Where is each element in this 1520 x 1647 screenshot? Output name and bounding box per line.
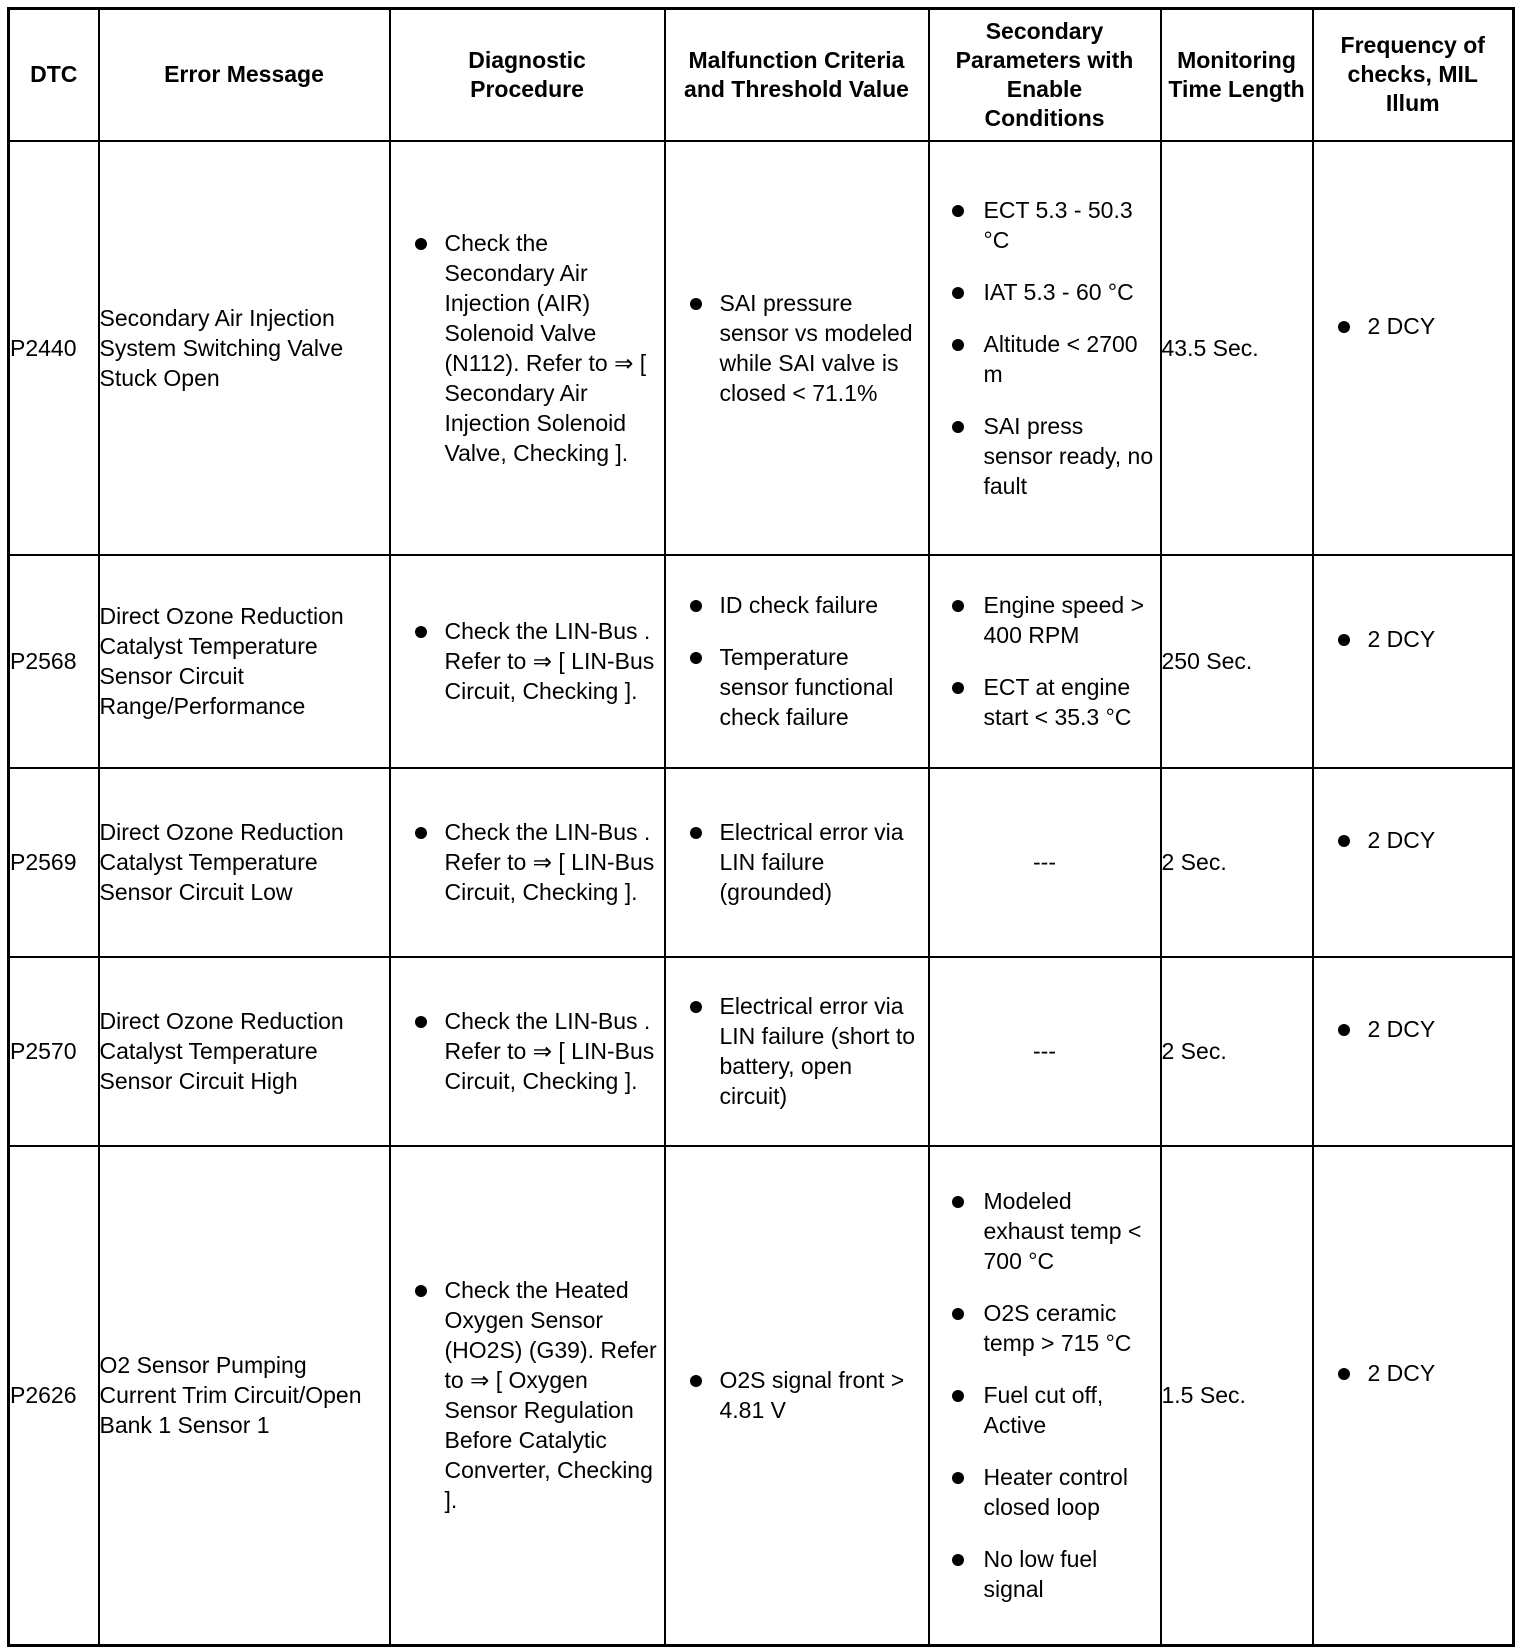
bullet-list xyxy=(1314,1358,1513,1388)
bullet-list xyxy=(1314,825,1513,855)
secondary-parameters xyxy=(929,141,1161,555)
bullet-list xyxy=(1314,1014,1513,1044)
diagnostic-procedure xyxy=(390,768,665,957)
dtc-code: P2570 xyxy=(9,957,99,1146)
bullet-item: Engine speed > 400 RPM xyxy=(930,590,1160,650)
secondary-parameters: --- xyxy=(929,957,1161,1146)
bullet-list xyxy=(391,228,664,468)
bullet-item: 2 DCY xyxy=(1314,311,1513,341)
frequency-mil xyxy=(1313,141,1514,555)
error-message: O2 Sensor Pumping Current Trim Circuit/Open Bank 1 Sensor 1 xyxy=(99,1146,390,1646)
bullet-list xyxy=(391,616,664,706)
dtc-code: P2568 xyxy=(9,555,99,768)
bullet-item: 2 DCY xyxy=(1314,624,1513,654)
dtc-table xyxy=(7,7,1515,1647)
frequency-mil xyxy=(1313,957,1514,1146)
bullet-list xyxy=(1314,311,1513,341)
secondary-parameters xyxy=(929,555,1161,768)
bullet-item: O2S signal front > 4.81 V xyxy=(666,1365,928,1425)
table-row xyxy=(9,768,1514,957)
monitoring-time: 43.5 Sec. xyxy=(1161,141,1313,555)
bullet-item: IAT 5.3 - 60 °C xyxy=(930,277,1160,307)
bullet-item: Check the LIN-Bus . Refer to ⇒ [ LIN-Bus Circuit, Checking ]. xyxy=(391,616,664,706)
bullet-item: Heater control closed loop xyxy=(930,1462,1160,1522)
header-frequency: Frequency of checks, MIL Illum xyxy=(1313,9,1514,141)
header-secondary-parameters: Secondary Parameters with Enable Conditions xyxy=(929,9,1161,141)
header-error-message: Error Message xyxy=(99,9,390,141)
bullet-list xyxy=(391,1006,664,1096)
bullet-item: ECT at engine start < 35.3 °C xyxy=(930,672,1160,732)
table-row xyxy=(9,1146,1514,1646)
bullet-list xyxy=(666,991,928,1111)
frequency-mil xyxy=(1313,555,1514,768)
bullet-list xyxy=(391,1275,664,1515)
bullet-item: Fuel cut off, Active xyxy=(930,1380,1160,1440)
error-message: Direct Ozone Reduction Catalyst Temperature Sensor Circuit High xyxy=(99,957,390,1146)
bullet-list xyxy=(666,1365,928,1425)
bullet-item: Modeled exhaust temp < 700 °C xyxy=(930,1186,1160,1276)
bullet-item: O2S ceramic temp > 715 °C xyxy=(930,1298,1160,1358)
bullet-item: Check the Secondary Air Injection (AIR) Solenoid Valve (N112). Refer to ⇒ [ Secondary Air Injection Solenoid Valve, Checking ]. xyxy=(391,228,664,468)
malfunction-criteria xyxy=(665,141,929,555)
bullet-item: SAI pressure sensor vs modeled while SAI valve is closed < 71.1% xyxy=(666,288,928,408)
dtc-code: P2626 xyxy=(9,1146,99,1646)
bullet-list xyxy=(666,817,928,907)
monitoring-time: 2 Sec. xyxy=(1161,957,1313,1146)
bullet-list xyxy=(930,590,1160,732)
error-message: Secondary Air Injection System Switching Valve Stuck Open xyxy=(99,141,390,555)
bullet-item: Check the LIN-Bus . Refer to ⇒ [ LIN-Bus Circuit, Checking ]. xyxy=(391,817,664,907)
diagnostic-procedure xyxy=(390,555,665,768)
header-dtc: DTC xyxy=(9,9,99,141)
header-diagnostic-procedure: Diagnostic Procedure xyxy=(390,9,665,141)
table-row xyxy=(9,141,1514,555)
error-message: Direct Ozone Reduction Catalyst Temperature Sensor Circuit Low xyxy=(99,768,390,957)
monitoring-time: 1.5 Sec. xyxy=(1161,1146,1313,1646)
bullet-item: Electrical error via LIN failure (grounded) xyxy=(666,817,928,907)
bullet-item: 2 DCY xyxy=(1314,1014,1513,1044)
diagnostic-procedure xyxy=(390,957,665,1146)
dtc-code: P2440 xyxy=(9,141,99,555)
bullet-item: 2 DCY xyxy=(1314,825,1513,855)
table-row xyxy=(9,957,1514,1146)
malfunction-criteria xyxy=(665,768,929,957)
diagnostic-procedure xyxy=(390,1146,665,1646)
bullet-item: SAI press sensor ready, no fault xyxy=(930,411,1160,501)
bullet-item: Electrical error via LIN failure (short to battery, open circuit) xyxy=(666,991,928,1111)
malfunction-criteria xyxy=(665,1146,929,1646)
monitoring-time: 2 Sec. xyxy=(1161,768,1313,957)
bullet-list xyxy=(666,590,928,732)
bullet-list xyxy=(930,1186,1160,1604)
bullet-list xyxy=(391,817,664,907)
bullet-item: ECT 5.3 - 50.3 °C xyxy=(930,195,1160,255)
malfunction-criteria xyxy=(665,555,929,768)
bullet-item: No low fuel signal xyxy=(930,1544,1160,1604)
bullet-item: ID check failure xyxy=(666,590,928,620)
header-monitoring-time: Monitoring Time Length xyxy=(1161,9,1313,141)
secondary-parameters xyxy=(929,1146,1161,1646)
bullet-item: Check the LIN-Bus . Refer to ⇒ [ LIN-Bus Circuit, Checking ]. xyxy=(391,1006,664,1096)
table-row xyxy=(9,555,1514,768)
bullet-item: Check the Heated Oxygen Sensor (HO2S) (G39). Refer to ⇒ [ Oxygen Sensor Regulation Before Catalytic Converter, Checking ]. xyxy=(391,1275,664,1515)
bullet-item: Altitude < 2700 m xyxy=(930,329,1160,389)
diagnostic-procedure xyxy=(390,141,665,555)
dtc-code: P2569 xyxy=(9,768,99,957)
bullet-list xyxy=(1314,624,1513,654)
header-row xyxy=(9,9,1514,141)
monitoring-time: 250 Sec. xyxy=(1161,555,1313,768)
frequency-mil xyxy=(1313,768,1514,957)
header-malfunction-criteria: Malfunction Criteria and Threshold Value xyxy=(665,9,929,141)
secondary-parameters: --- xyxy=(929,768,1161,957)
bullet-item: Temperature sensor functional check failure xyxy=(666,642,928,732)
error-message: Direct Ozone Reduction Catalyst Temperature Sensor Circuit Range/Performance xyxy=(99,555,390,768)
frequency-mil xyxy=(1313,1146,1514,1646)
bullet-list xyxy=(666,288,928,408)
malfunction-criteria xyxy=(665,957,929,1146)
bullet-item: 2 DCY xyxy=(1314,1358,1513,1388)
bullet-list xyxy=(930,195,1160,501)
